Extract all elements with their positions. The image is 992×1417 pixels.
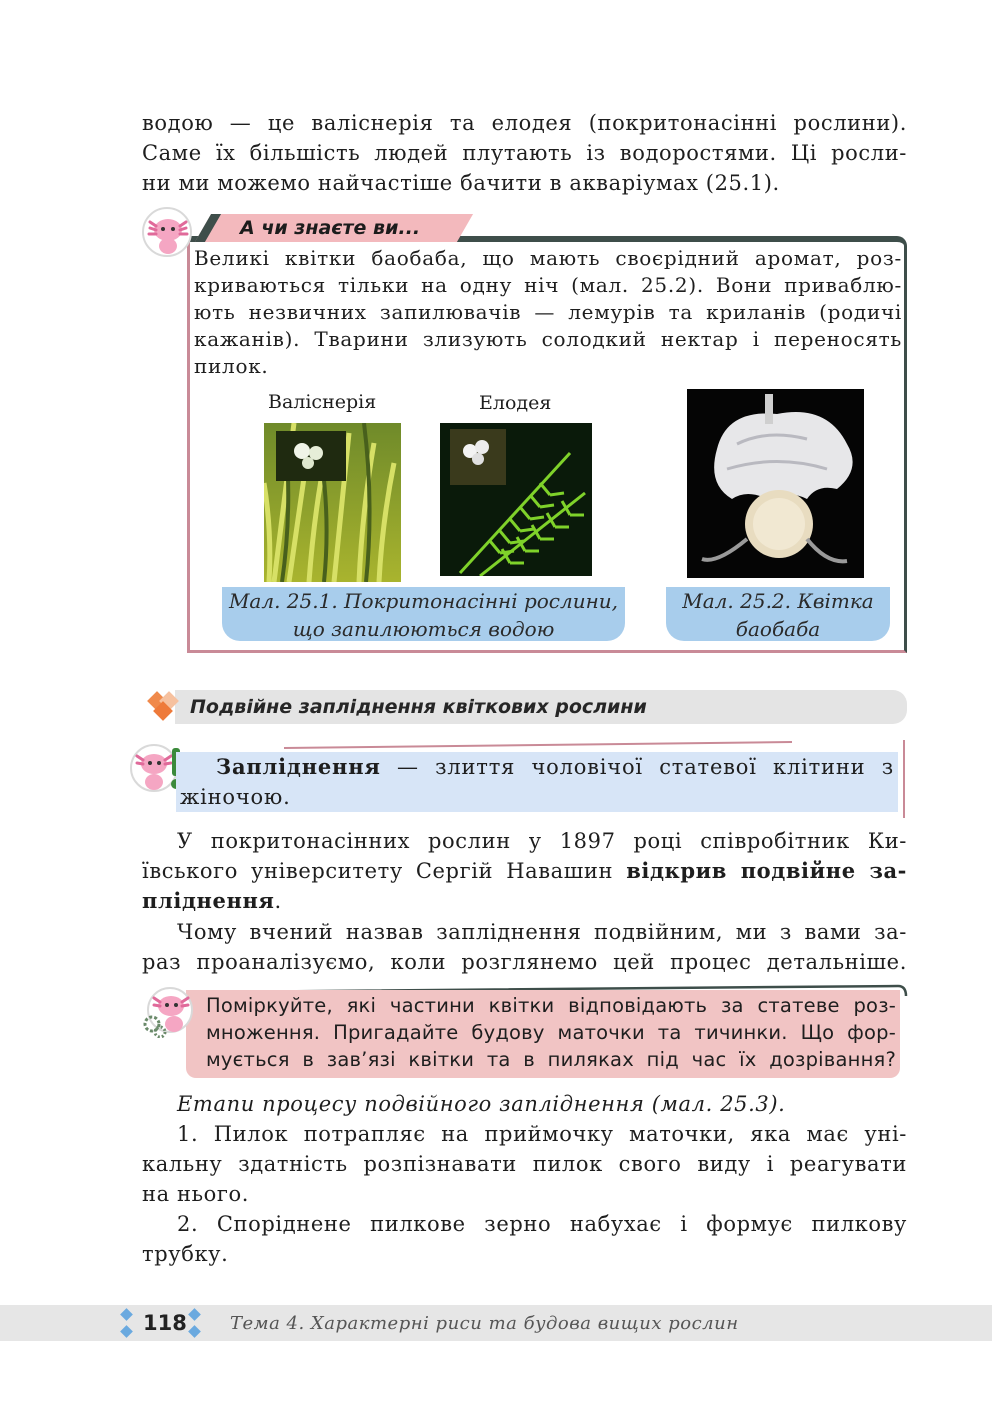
think-text bbox=[206, 992, 896, 1073]
axolotl-gears-icon bbox=[140, 986, 200, 1038]
label-vallisneria: Валіснерія bbox=[268, 391, 377, 413]
stages-heading: Етапи процесу подвійного запліднення (мал. 25.3). bbox=[177, 1092, 786, 1116]
definition-rest: — злиття чоловічої статевої клітини з bbox=[380, 755, 894, 779]
did-you-know-text bbox=[194, 245, 902, 380]
caption-line: Мал. 25.1. Покритонасінні рослини, bbox=[228, 589, 619, 613]
think-line: Поміркуйте, які частини квітки відповідають за статеве роз- bbox=[206, 994, 896, 1017]
axolotl-mascot-icon bbox=[140, 204, 198, 258]
stage-line: 2. Споріднене пилкове зерно набухає і формує пилкову bbox=[177, 1212, 907, 1236]
stage-line: кальну здатність розпізнавати пилок свого виду і реагувати bbox=[142, 1152, 907, 1176]
definition-text bbox=[180, 752, 894, 812]
did-you-know-title: А чи знаєте ви... bbox=[240, 217, 421, 239]
body-line: У покритонасінних рослин у 1897 році співробітник Ки- bbox=[177, 829, 907, 853]
section-title: Подвійне запліднення квіткових рослини bbox=[190, 696, 647, 718]
body-line bbox=[142, 856, 907, 886]
definition-term: Запліднення bbox=[216, 754, 381, 779]
caption-line: баобаба bbox=[735, 617, 821, 641]
body-paragraph-1 bbox=[142, 826, 907, 916]
elodea-photo bbox=[440, 423, 592, 576]
caption-line: що запилюються водою bbox=[292, 617, 555, 641]
body-line bbox=[142, 886, 907, 916]
stage-line: трубку. bbox=[142, 1242, 229, 1266]
body-line: раз проаналізуємо, коли розглянемо цей процес детальніше. bbox=[142, 950, 907, 974]
figure-25-2-caption bbox=[666, 587, 890, 641]
think-line: мується в зав’язі квітки та в пиляках під час їх дозрівання? bbox=[206, 1048, 896, 1071]
label-elodea: Елодея bbox=[479, 392, 552, 414]
vallisneria-photo bbox=[264, 423, 401, 582]
body-bold: відкрив подвійне за- bbox=[626, 858, 907, 883]
intro-line: водою — це валіснерія та елодея (покритонасінні рослини). bbox=[142, 111, 907, 135]
stage-line: на нього. bbox=[142, 1182, 249, 1206]
dyk-line: кажанів). Тварини злизують солодкий нектар і переносять bbox=[194, 327, 902, 351]
body-text: . bbox=[274, 889, 282, 913]
footer-topic-text: Тема 4. Характерні риси та будова вищих рослин bbox=[230, 1313, 739, 1334]
body-paragraph-2 bbox=[142, 917, 907, 977]
think-line: множення. Пригадайте будову маточки та тичинки. Що фор- bbox=[206, 1021, 896, 1044]
dyk-line: ють незвичних запилювачів — лемурів та криланів (родичі bbox=[194, 300, 902, 324]
body-line: Чому вчений назвав запліднення подвійним, ми з вами за- bbox=[177, 920, 907, 944]
dyk-line: криваються тільки на одну ніч (мал. 25.2). Вони приваблю- bbox=[194, 273, 902, 297]
dyk-line: пилок. bbox=[194, 354, 269, 378]
stage-2 bbox=[142, 1209, 907, 1269]
page-number: 118 bbox=[143, 1311, 187, 1335]
body-text: ївського університету Сергій Навашин bbox=[142, 859, 627, 883]
intro-paragraph bbox=[142, 108, 907, 198]
intro-line: Саме їх більшість людей плутають із водоростями. Ці росли- bbox=[142, 141, 907, 165]
diamond-bullet-icon bbox=[142, 686, 184, 726]
stage-line: 1. Пилок потрапляє на приймочку маточки, яка має уні- bbox=[177, 1122, 907, 1146]
definition-line: жіночою. bbox=[180, 785, 291, 809]
figure-25-1-caption bbox=[222, 587, 625, 641]
stage-1 bbox=[142, 1119, 907, 1209]
dyk-line: Великі квітки баобаба, що мають своєрідний аромат, роз- bbox=[194, 246, 902, 270]
body-bold: пліднення bbox=[142, 888, 275, 913]
intro-line: ни ми можемо найчастіше бачити в акваріумах (25.1). bbox=[142, 171, 780, 195]
caption-line: Мал. 25.2. Квітка bbox=[682, 589, 874, 613]
baobab-flower-photo bbox=[687, 389, 864, 578]
definition-line bbox=[180, 752, 894, 782]
